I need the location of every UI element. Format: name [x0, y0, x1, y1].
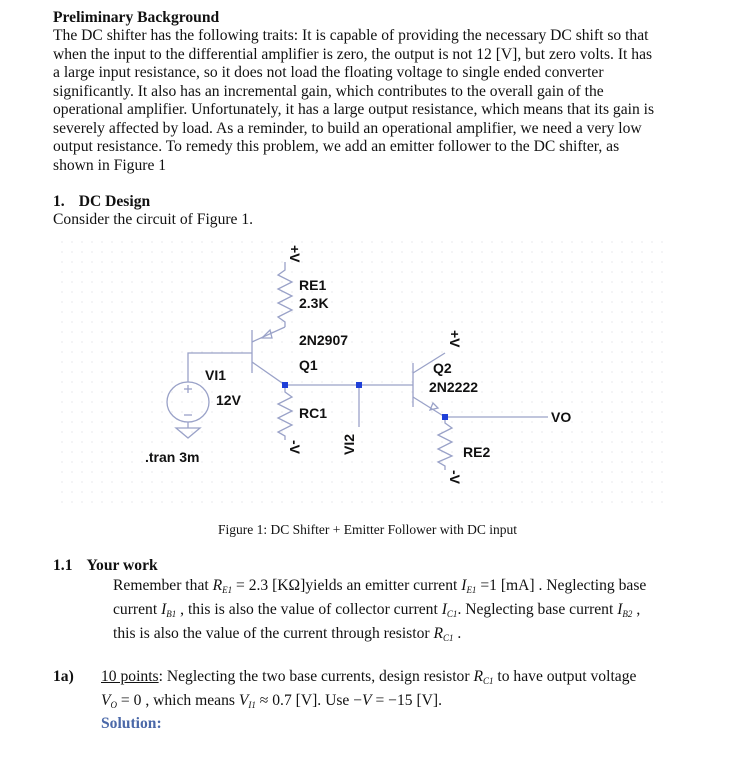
text-segment: . Neglecting base current	[457, 601, 618, 618]
paragraph-line: operational amplifier. Unfortunately, it has a large output resistance, which means that its gain is	[53, 101, 655, 118]
figure-caption: Figure 1: DC Shifter + Emitter Follower with DC input	[218, 522, 517, 537]
label-plus-v: +V	[287, 245, 303, 263]
points-label: 10 points	[101, 668, 159, 685]
question-1a-number: 1a)	[53, 668, 74, 685]
text-segment: current	[113, 601, 162, 618]
section-number: 1.1	[53, 557, 73, 574]
section-number: 1.	[53, 193, 65, 210]
text-segment: C1	[446, 609, 458, 619]
label-vi1: VI1	[205, 367, 227, 383]
label-re2: RE2	[463, 444, 491, 460]
label-q1: Q1	[299, 357, 318, 373]
section-1-1-heading	[53, 557, 158, 575]
work-line-1	[113, 577, 646, 599]
label-plus-v-q2: +V	[447, 330, 463, 348]
text-segment: V	[238, 692, 249, 709]
text-segment: R	[212, 577, 223, 594]
label-minus-v: -V	[287, 440, 303, 454]
text-segment: : Neglecting the two base currents, design resistor	[158, 668, 474, 685]
label-minus-v-q2: -V	[447, 470, 463, 484]
node-dot	[356, 382, 362, 388]
text-segment: =1 [mA] . Neglecting base	[476, 577, 647, 594]
question-1a-line-1	[101, 668, 636, 690]
text-segment: Remember that	[113, 577, 213, 594]
text-segment: ≈ 0.7 [V]. Use −	[255, 692, 363, 709]
background-heading: Preliminary Background	[53, 9, 220, 26]
paragraph-line: a large input resistance, so it does not load the floating voltage to single ended converter	[53, 64, 604, 81]
label-re1-value: 2.3K	[299, 295, 329, 311]
text-segment: = −15 [V].	[371, 692, 442, 709]
text-segment: C1	[443, 633, 454, 643]
text-segment: .	[453, 625, 462, 642]
paragraph-line: The DC shifter has the following traits: It is capable of providing the necessary DC shift so that	[53, 27, 649, 44]
solution-label: Solution:	[101, 715, 162, 732]
label-vo: VO	[551, 409, 572, 425]
text-segment: , this is also the value of collector current	[176, 601, 442, 618]
text-segment: C1	[482, 676, 494, 686]
text-segment: V	[101, 692, 111, 709]
paragraph-line: severely affected by load. As a reminder, to build an operational amplifier, we need a very low	[53, 119, 642, 137]
label-q2: Q2	[433, 360, 452, 376]
text-segment: this is also the value of the current through resistor	[113, 625, 434, 642]
text-segment: = 2.3 [KΩ]yields an emitter current	[232, 577, 462, 594]
text-segment: ,	[632, 601, 641, 618]
grid-background	[55, 236, 670, 511]
text-segment: I1	[248, 700, 256, 710]
question-1a-line-2	[101, 692, 442, 714]
node-dot	[442, 414, 448, 420]
text-segment: I	[161, 601, 167, 618]
label-vi1-value: 12V	[216, 392, 241, 408]
text-segment: E1	[222, 585, 233, 595]
text-segment: B2	[622, 609, 633, 619]
label-rc1: RC1	[299, 405, 328, 421]
text-segment: B1	[166, 609, 177, 619]
paragraph-line: when the input to the differential amplifier is zero, the output is not 12 [V], but zero volts. It has	[53, 45, 653, 63]
text-segment: E1	[466, 585, 477, 595]
text-segment: to have output voltage	[493, 668, 637, 685]
label-vi2: VI2	[341, 433, 357, 455]
paragraph-line: significantly. It also has an incremental gain, which contributes to the overall gain of the	[53, 82, 604, 100]
text-segment: R	[473, 668, 483, 685]
label-q1-model: 2N2907	[299, 332, 349, 348]
section-title: DC Design	[78, 193, 151, 210]
text-segment: = 0 , which means	[117, 692, 239, 709]
label-q2-model: 2N2222	[429, 379, 479, 395]
text-segment: V	[362, 692, 372, 709]
label-re1: RE1	[299, 277, 327, 293]
work-line-2	[113, 601, 640, 623]
section-1-text: Consider the circuit of Figure 1.	[53, 211, 254, 228]
text-segment: O	[110, 700, 118, 710]
text-segment: I	[617, 601, 623, 618]
paragraph-line: output resistance. To remedy this problem, we add an emitter follower to the DC shifter, as	[53, 138, 620, 155]
work-line-3	[113, 625, 461, 647]
text-segment: I	[441, 601, 447, 618]
paragraph-line: shown in Figure 1	[53, 156, 167, 174]
node-dot	[282, 382, 288, 388]
label-tran-directive: .tran 3m	[145, 449, 200, 465]
section-title: Your work	[86, 557, 158, 574]
text-segment: R	[433, 625, 443, 642]
text-segment: I	[461, 577, 467, 594]
